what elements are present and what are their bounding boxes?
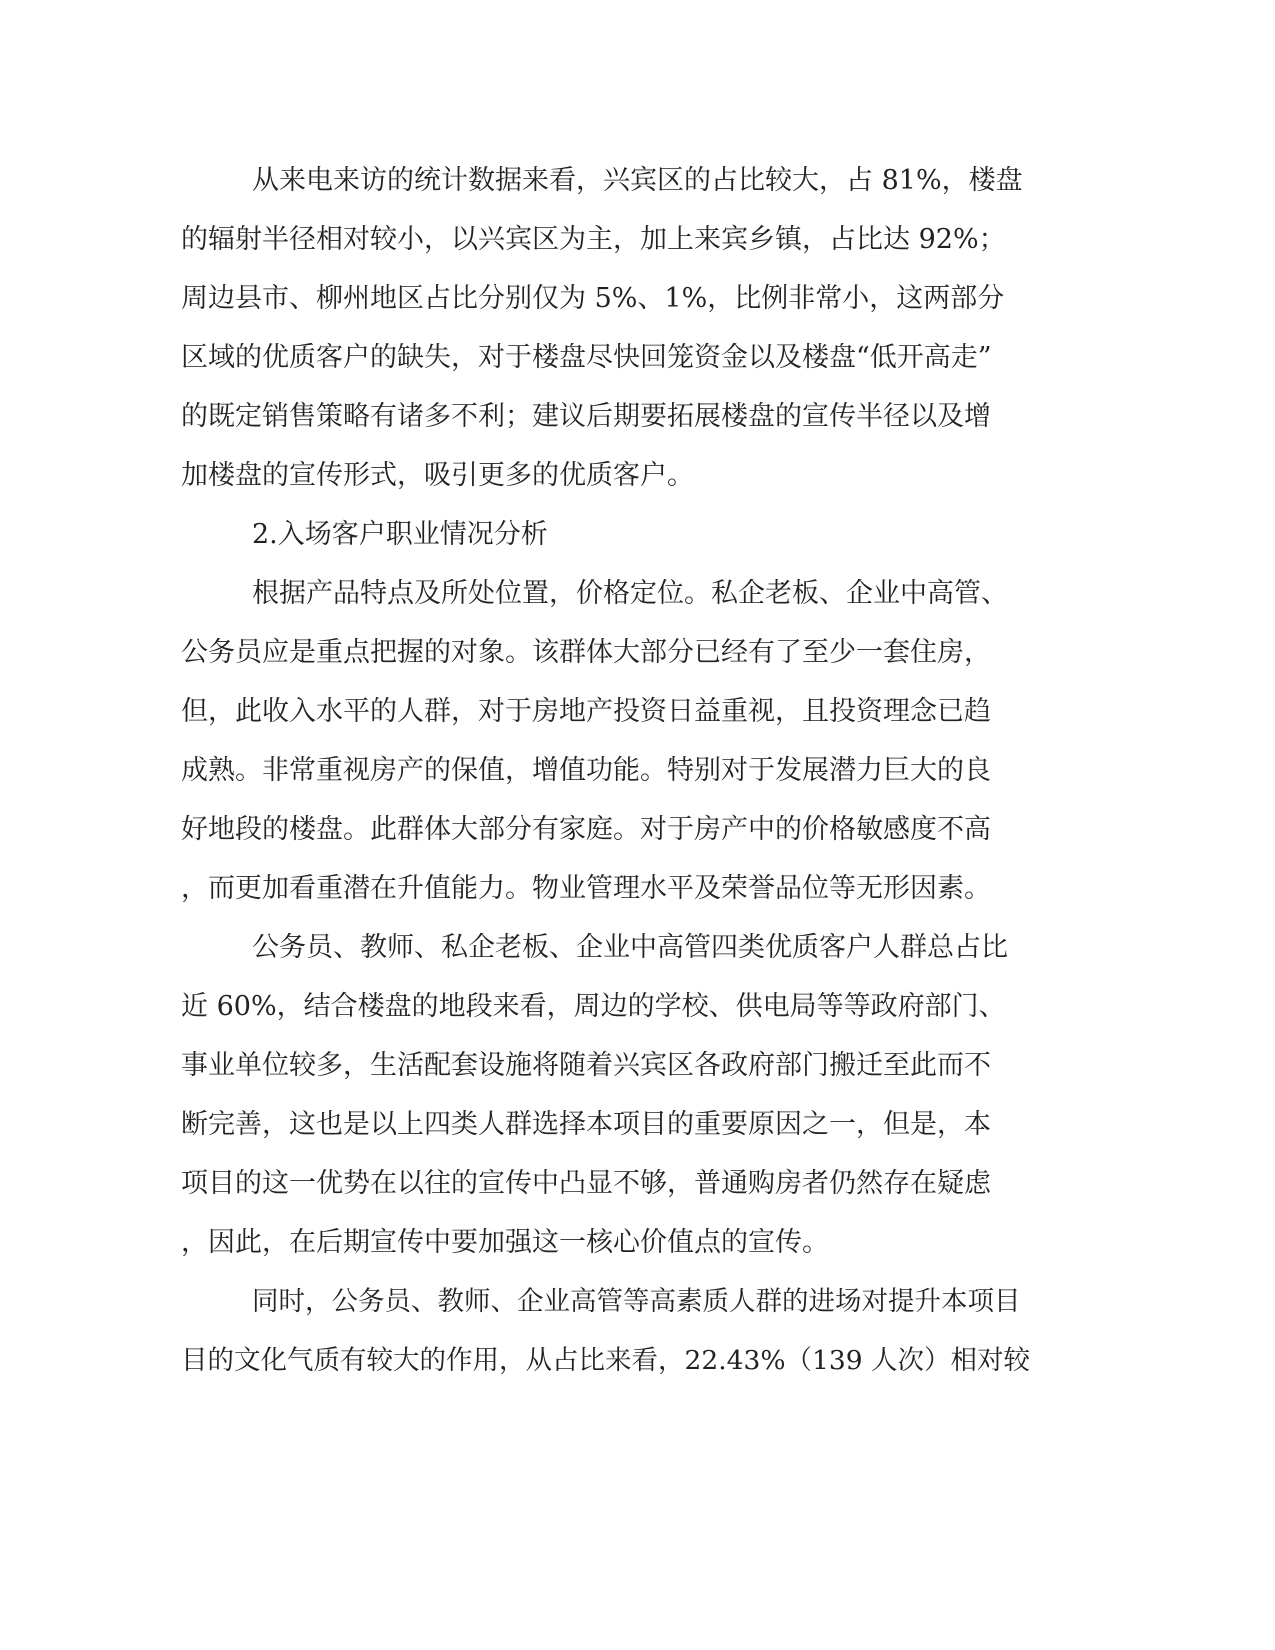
text-line: 近 60%，结合楼盘的地段来看，周边的学校、供电局等等政府部门、 <box>181 991 1006 1022</box>
text-line: 事业单位较多，生活配套设施将随着兴宾区各政府部门搬迁至此而不 <box>181 1050 991 1081</box>
text-line: 成熟。非常重视房产的保值，增值功能。特别对于发展潜力巨大的良 <box>181 755 991 786</box>
section-heading: 2.入场客户职业情况分析 <box>252 519 548 550</box>
text-line: 的既定销售策略有诸多不利；建议后期要拓展楼盘的宣传半径以及增 <box>181 401 991 432</box>
text-line: 公务员应是重点把握的对象。该群体大部分已经有了至少一套住房， <box>181 637 991 668</box>
text-line: 断完善，这也是以上四类人群选择本项目的重要原因之一，但是，本 <box>181 1109 991 1140</box>
text-line: 项目的这一优势在以往的宣传中凸显不够，普通购房者仍然存在疑虑 <box>181 1168 991 1199</box>
text-line: 目的文化气质有较大的作用，从占比来看，22.43%（139 人次）相对较 <box>181 1345 1031 1376</box>
text-line: 但，此收入水平的人群，对于房地产投资日益重视，且投资理念已趋 <box>181 696 991 727</box>
text-line: 好地段的楼盘。此群体大部分有家庭。对于房产中的价格敏感度不高 <box>181 814 991 845</box>
text-line: 加楼盘的宣传形式，吸引更多的优质客户。 <box>181 460 694 491</box>
text-line: 区域的优质客户的缺失，对于楼盘尽快回笼资金以及楼盘“低开高走” <box>181 342 992 373</box>
text-line: 公务员、教师、私企老板、企业中高管四类优质客户人群总占比 <box>252 932 1008 963</box>
text-line: 根据产品特点及所处位置，价格定位。私企老板、企业中高管、 <box>252 578 1008 609</box>
text-line: 同时，公务员、教师、企业高管等高素质人群的进场对提升本项目 <box>252 1286 1021 1317</box>
text-line: 的辐射半径相对较小，以兴宾区为主，加上来宾乡镇，占比达 92%； <box>181 224 1006 255</box>
text-line: ，因此，在后期宣传中要加强这一核心价值点的宣传。 <box>181 1227 829 1258</box>
text-line: 周边县市、柳州地区占比分别仅为 5%、1%，比例非常小，这两部分 <box>181 283 1005 314</box>
text-line: 从来电来访的统计数据来看，兴宾区的占比较大，占 81%，楼盘 <box>252 165 1023 196</box>
text-line: ，而更加看重潜在升值能力。物业管理水平及荣誉品位等无形因素。 <box>181 873 991 904</box>
